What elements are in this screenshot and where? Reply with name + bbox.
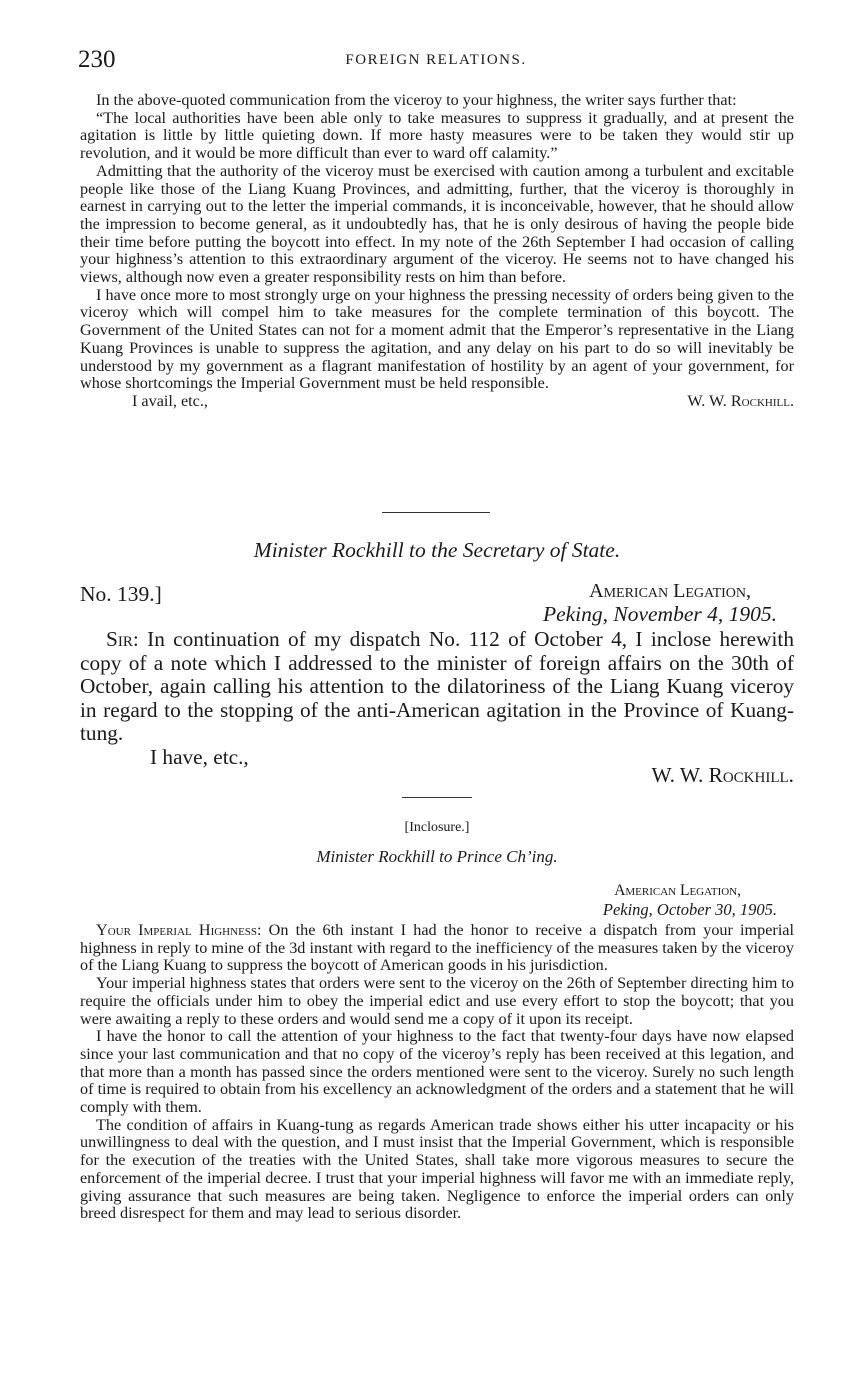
section-rule [382,512,490,513]
paragraph [80,922,794,975]
inclosure-legation: American Legation, [614,882,741,899]
closing: I avail, etc., [132,391,208,410]
closing: I have, etc., [150,744,249,769]
closing-row [80,746,794,788]
signature: W. W. Rockhill. [687,391,794,410]
paragraph: Your imperial highness states that orders were sent to the viceroy on the 26th of September directing him to require the officials under him to obey the imperial edict and use every effort to stop the boycott; that you were awaiting a reply to these orders and would send me a copy of it upon its receipt. [80,974,794,1028]
paragraph: The condition of affairs in Kuang-tung as regards American trade shows either his utter incapacity or his unwillingness to deal with the question, and I must insist that the Imperial Government, which is responsible for the execution of the treaties with the United States, shall take more vigorous measures to secure the enforcement of the imperial decree. I trust that your imperial highness will favor me with an immediate reply, giving assurance that such measures are being taken. Negligence to enforce the imperial orders can only breed disrespect for them and may lead to serious disorder. [80,1115,794,1223]
dispatch-text: : In continuation of my dispatch No. 112 of October 4, I inclose herewith copy of a note which I addressed to the minister of foreign affairs on the 30th of October, again calling his attention to the dilatoriness of the Liang Kuang viceroy in regard to the stopping of the anti-American agitation in the Province of Kuang-tung. [80,627,794,745]
paragraph: I have the honor to call the attention of your highness to the fact that twenty-four days have now elapsed since your last communication and that no copy of the viceroy’s reply has been received at this legation, and that more than a month has passed since the orders mentioned were sent to the viceroy. Surely no such length of time is required to obtain from his excellency an acknowledgment of the orders and a statement that he will comply with them. [80,1027,794,1117]
paragraph: I have once more to most strongly urge on your highness the pressing necessity of orders being given to the viceroy which will compel him to take measures for the complete termination of this boycott. The Government of the United States can not for a moment admit that the Emperor’s representative in the Liang Kuang Provinces is unable to suppress the agitation, and any delay on his part to do so will inevitably be understood by my government as a flagrant manifestation of hostility by an agent of your government, for whose shortcomings the Imperial Government must be held responsible. [80,285,794,393]
dispatch-heading: Minister Rockhill to the Secretary of State. [253,538,621,562]
dispatch-place-date: Peking, November 4, 1905. [542,602,777,626]
salutation: Your Imperial Highness [96,921,258,939]
paragraph [80,628,794,746]
first-letter-body [80,92,794,411]
inclosure-body [80,922,794,1223]
section-rule [402,797,472,798]
inclosure-label: [Inclosure.] [404,820,470,835]
dispatch-body [80,628,794,787]
inclosure-place-date: Peking, October 30, 1905. [602,900,777,919]
salutation: Sir [106,627,133,651]
quotation-paragraph: “The local authorities have been able only to take measures to suppress it gradually, and at present the agitation is little by little quieting down. If more hasty measures were to be taken they would stir up revolution, and it would be more difficult than ever to ward off calamity.” [80,108,794,163]
paragraph: Admitting that the authority of the viceroy must be exercised with caution among a turbulent and excitable people like those of the Liang Kuang Provinces, and admitting, further, that the viceroy is thoroughly in earnest in carrying out to the letter the imperial commands, it is inconceivable, however, that he should allow the impression to become general, as it undoubtedly has, that he is only desirous of having the people bide their time before putting the boycott into effect. In my note of the 26th September I had occasion of calling your highness’s attention to this extraordinary argument of the viceroy. He seems not to have changed his views, although now even a greater responsibility rests on him than before. [80,161,794,287]
paragraph: In the above-quoted communication from the viceroy to your highness, the writer says further that: [96,91,737,109]
inclosure-heading: Minister Rockhill to Prince Ch’ing. [316,847,558,866]
running-head: FOREIGN RELATIONS. [345,52,527,68]
page-number: 230 [78,46,116,73]
page-header [78,46,794,76]
signature: W. W. Rockhill. [651,762,794,787]
legation-heading: American Legation, [589,580,751,602]
inclosure-text: : On the 6th instant I had the honor to receive a dispatch from your imperial highness in reply to mine of the 3d instant with regard to the inefficiency of the measures taken by the viceroy of the Liang Kuang to suppress the boycott of American goods in his jurisdiction. [80,921,794,975]
dispatch-number: No. 139.] [80,582,162,606]
closing-row [80,393,794,411]
